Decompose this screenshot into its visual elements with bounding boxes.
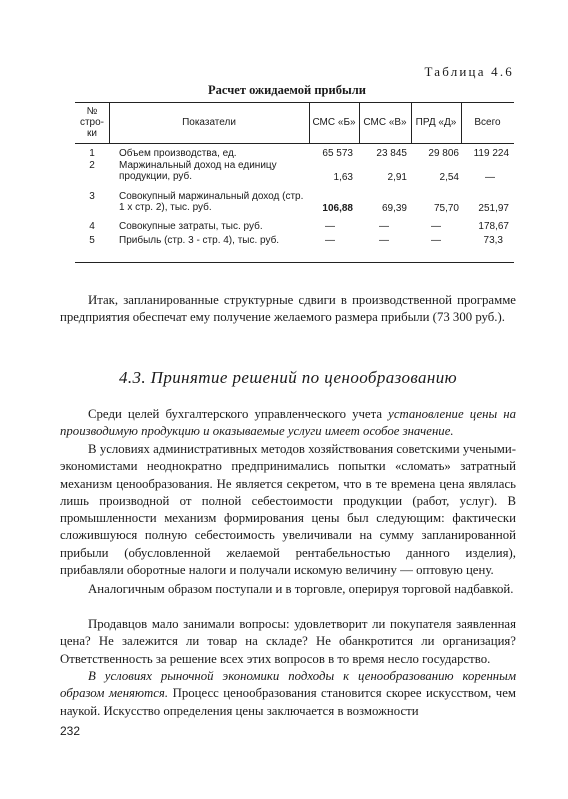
header-row-number: № стро- ки: [79, 106, 105, 139]
row-1-total: 119 224: [473, 148, 509, 159]
paragraph-trade-markup: Аналогичным образом поступали и в торговле, оперируя торговой надбавкой.: [88, 582, 514, 596]
row-4-name: Совокупные затраты, тыс. руб.: [119, 221, 263, 232]
row-1-number: 1: [89, 148, 95, 159]
paragraph-market-economy: [60, 668, 516, 720]
row-2-prd-d: 2,54: [439, 172, 459, 183]
row-5-name: Прибыль (стр. 3 - стр. 4), тыс. руб.: [119, 235, 280, 246]
section-heading: 4.3. Принятие решений по ценообразованию: [118, 368, 458, 387]
header-indicator: Показатели: [182, 117, 236, 128]
row-3-name: Совокупный маржинальный доход (стр. 1 х стр. 2), тыс. руб.: [119, 191, 304, 213]
row-3-prd-d: 75,70: [433, 203, 459, 214]
paragraph-goals-lead: Среди целей бухгалтерского управленческого учета: [88, 407, 389, 421]
paragraph-market-economy-emphasis: В условиях рыночной экономики подходы к ценообразованию коренным образом меняются.: [60, 669, 516, 701]
row-2-sms-v: 2,91: [387, 172, 407, 183]
header-prd-d: ПРД «Д»: [415, 117, 457, 128]
page-number: 232: [60, 724, 81, 738]
row-5-sms-v: —: [379, 235, 389, 246]
paragraph-conclusion: Итак, запланированные структурные сдвиги в производственной программе предприятия обеспечат ему получение желаемого размера прибыли (73 300 руб.).: [60, 293, 516, 325]
row-2-total: —: [485, 172, 495, 183]
header-total: Всего: [474, 117, 501, 128]
table-number-label: Таблица 4.6: [424, 64, 514, 79]
paragraph-goals: [60, 406, 516, 441]
row-5-number: 5: [89, 235, 95, 246]
row-1-sms-b: 65 573: [322, 148, 353, 159]
row-5-prd-d: —: [431, 235, 441, 246]
row-4-sms-v: —: [379, 221, 389, 232]
table-title: Расчет ожидаемой прибыли: [208, 83, 366, 97]
paragraph-goals-emphasis: установление цены на производимую продукцию и оказываемые услуги имеет особое значение.: [60, 407, 516, 439]
row-1-name: Объем производства, ед.: [119, 148, 237, 159]
row-3-sms-v: 69,39: [381, 203, 407, 214]
row-3-sms-b: 106,88: [322, 203, 353, 214]
row-2-name: Маржинальный доход на единицу продукции, руб.: [119, 160, 277, 182]
row-3-number: 3: [89, 191, 95, 202]
row-4-number: 4: [89, 221, 95, 232]
row-5-total: 73,3: [483, 235, 503, 246]
header-sms-v: СМС «В»: [363, 117, 407, 128]
row-3-total: 251,97: [478, 203, 509, 214]
paragraph-sellers: Продавцов мало занимали вопросы: удовлетворит ли покупателя заявленная цена? Не залежится ли товар на складе? Не обанкротится ли организация? Ответственность за решение всех этих вопросов в то время несло государство.: [60, 617, 516, 666]
paragraph-market-economy-rest: Процесс ценообразования становится скорее искусством, чем наукой. Искусство определения цены заключается в возможности: [60, 686, 516, 718]
row-4-prd-d: —: [431, 221, 441, 232]
row-2-sms-b: 1,63: [333, 172, 353, 183]
row-5-sms-b: —: [325, 235, 335, 246]
row-2-number: 2: [89, 160, 95, 171]
row-4-total: 178,67: [478, 221, 509, 232]
row-1-sms-v: 23 845: [376, 148, 407, 159]
paragraph-administrative-methods: В условиях административных методов хозяйствования советскими учеными-экономистами неоднократно предпринимались попытки «сломать» затратный механизм ценообразования. Не является секретом, что в те времена цена являлась лишь производной от полной себестоимости продукции (работ, услуг). В промышленности механизм формирования цены был следующим: фактически сложившуюся полную себестоимость увеличивали на сумму запланированной прибыли (обусловленной желаемой рентабельностью данного изделия), прибавляли оборотные налоги и получали искомую величину — оптовую цену.: [60, 442, 516, 578]
profit-table: [75, 102, 514, 263]
row-4-sms-b: —: [325, 221, 335, 232]
row-1-prd-d: 29 806: [428, 148, 459, 159]
header-sms-b: СМС «Б»: [312, 117, 356, 128]
